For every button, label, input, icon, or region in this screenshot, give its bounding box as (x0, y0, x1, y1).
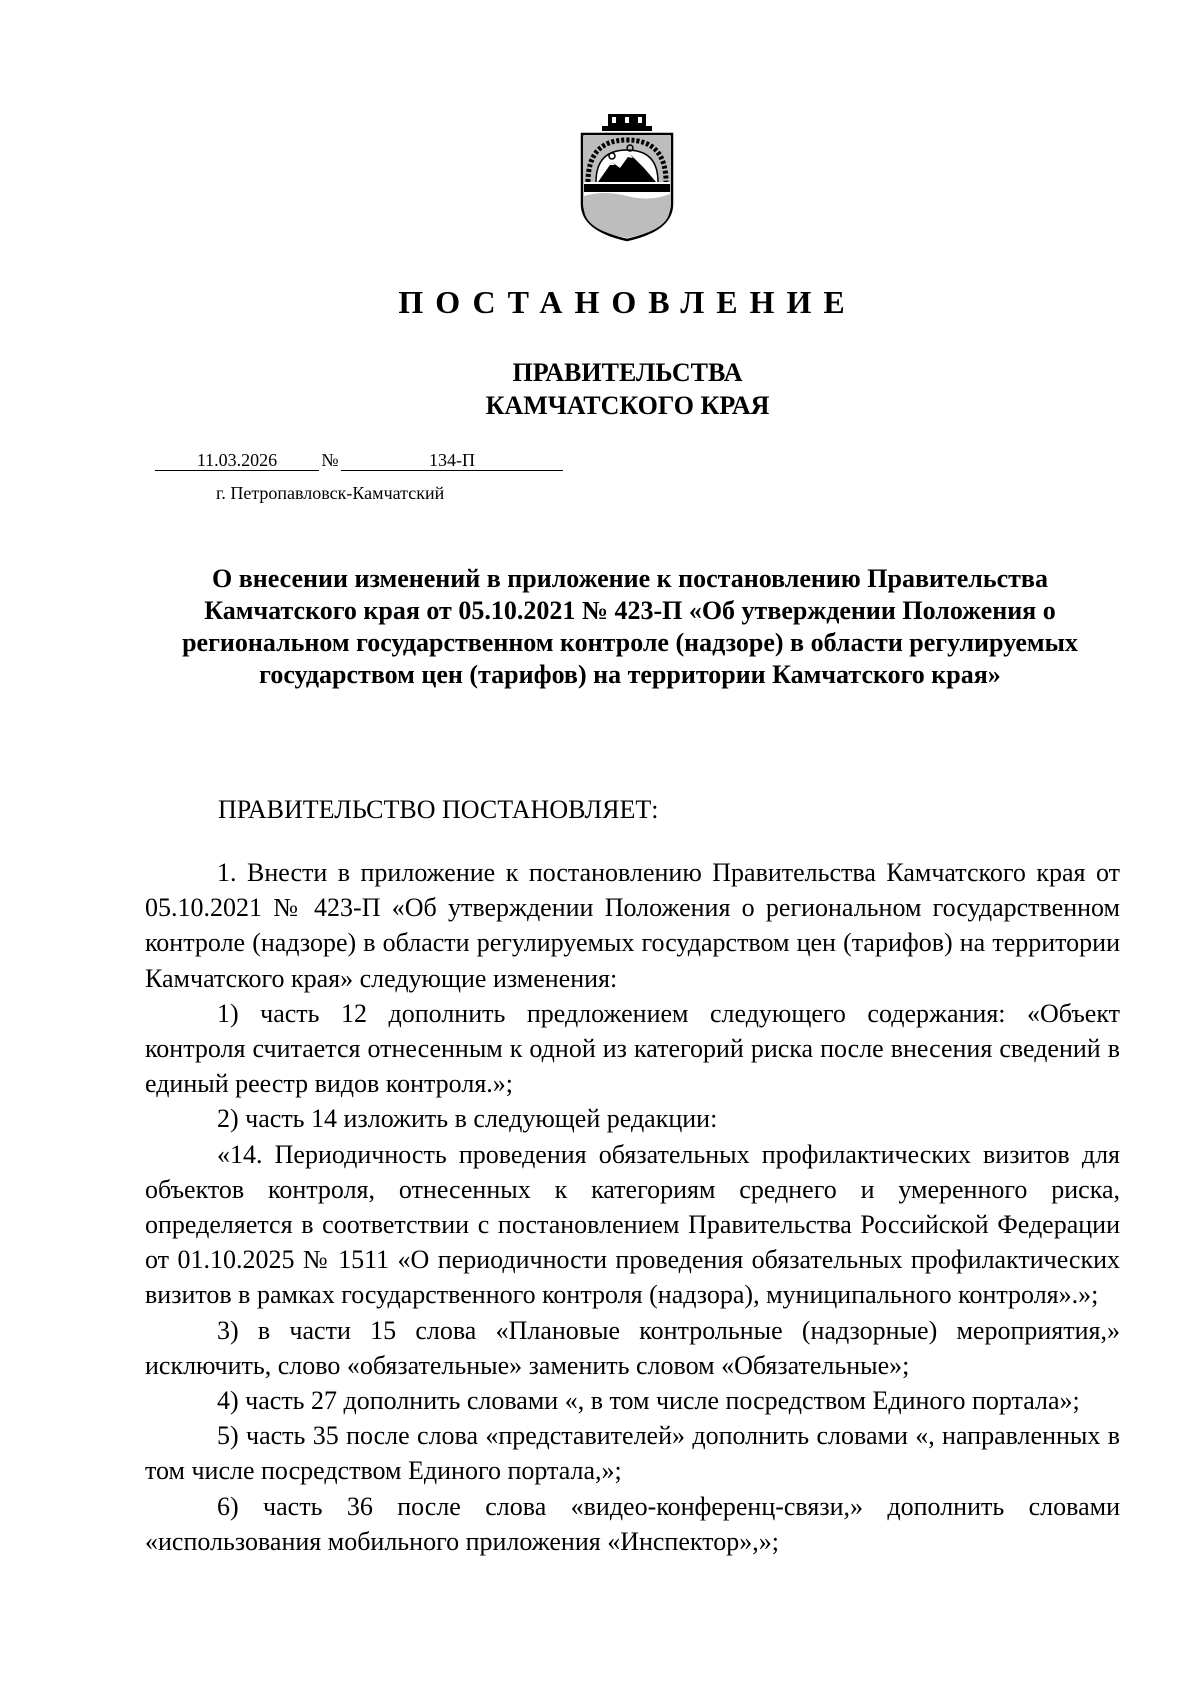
kamchatka-coat-of-arms-icon (574, 112, 680, 242)
number-sign: № (321, 450, 339, 470)
document-body (145, 855, 1120, 1559)
city-label: г. Петропавловск-Камчатский (216, 483, 445, 503)
paragraph-4: «14. Периодичность проведения обязательных профилактических визитов для объектов контроля, отнесенных к категориям среднего и умеренного риска, определяется в соответствии с постановлением Правительства Российской Федерации от 01.10.2025 № 1511 «О периодичности проведения обязательных профилактических визитов в рамках государственного контроля (надзора), муниципального контроля».»; (145, 1139, 1120, 1310)
paragraph-7: 5) часть 35 после слова «представителей» дополнить словами «, направленных в том числе посредством Единого портала,»; (145, 1421, 1120, 1486)
decree-heading: ПРАВИТЕЛЬСТВО ПОСТАНОВЛЯЕТ: (218, 795, 659, 824)
issuer-line-1: ПРАВИТЕЛЬСТВА (512, 358, 743, 387)
paragraph-5: 3) в части 15 слова «Плановые контрольные (надзорные) мероприятия,» исключить, слово «обязательные» заменить словом «Обязательные»; (145, 1315, 1120, 1380)
paragraph-3: 2) часть 14 изложить в следующей редакции: (217, 1104, 718, 1134)
document-type: ПОСТАНОВЛЕНИЕ (398, 284, 857, 320)
paragraph-6: 4) часть 27 дополнить словами «, в том числе посредством Единого портала»; (217, 1386, 1080, 1416)
document-date: 11.03.2026 (155, 450, 319, 471)
paragraph-8: 6) часть 36 после слова «видео-конференц-связи,» дополнить словами «использования мобильного приложения «Инспектор»,»; (145, 1491, 1120, 1556)
document-title: О внесении изменений в приложение к постановлению Правительства Камчатского края от 05.10.2021 № 423-П «Об утверждении Положения о региональном государственном контроле (надзоре) в области регулируемых государством цен (тарифов) на территории Камчатского края» (182, 564, 1078, 689)
paragraph-1: 1. Внести в приложение к постановлению Правительства Камчатского края от 05.10.2021 № 423-П «Об утверждении Положения о региональном государственном контроле (надзоре) в области регулируемых государством цен (тарифов) на территории Камчатского края» следующие изменения: (145, 858, 1120, 993)
document-number: 134-П (341, 450, 563, 471)
issuer-line-2: КАМЧАТСКОГО КРАЯ (485, 391, 770, 420)
paragraph-2: 1) часть 12 дополнить предложением следующего содержания: «Объект контроля считается отнесенным к одной из категорий риска после внесения сведений в единый реестр видов контроля.»; (145, 998, 1120, 1099)
date-number-line (155, 450, 563, 471)
